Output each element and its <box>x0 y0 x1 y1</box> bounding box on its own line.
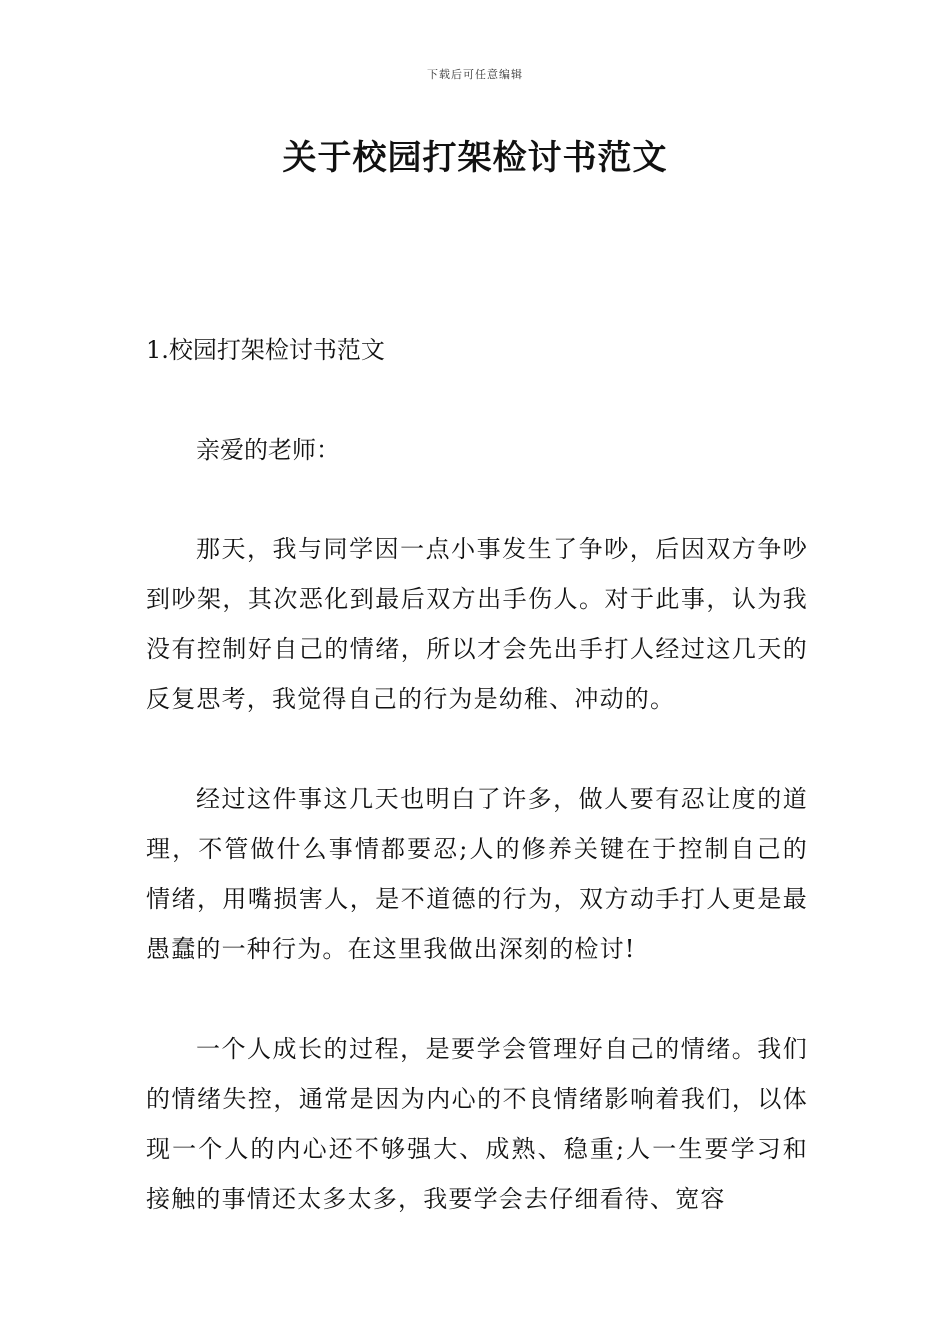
section-heading: 1.校园打架检讨书范文 <box>146 336 385 364</box>
body-paragraph-3: 一个人成长的过程，是要学会管理好自己的情绪。我们的情绪失控，通常是因为内心的不良情绪影响着我们，以体现一个人的内心还不够强大、成熟、稳重;人一生要学习和接触的事情还太多太多，我要学会去仔细看待、宽容 <box>146 1035 808 1213</box>
document-title: 关于校园打架检讨书范文 <box>282 138 668 178</box>
body-paragraph-2: 经过这件事这几天也明白了许多，做人要有忍让度的道理，不管做什么事情都要忍;人的修养关键在于控制自己的情绪，用嘴损害人，是不道德的行为，双方动手打人更是最愚蠢的一种行为。在这里我做出深刻的检讨! <box>146 785 808 963</box>
body-paragraph-1: 那天，我与同学因一点小事发生了争吵，后因双方争吵到吵架，其次恶化到最后双方出手伤人。对于此事，认为我没有控制好自己的情绪，所以才会先出手打人经过这几天的反复思考，我觉得自己的行为是幼稚、冲动的。 <box>146 535 808 713</box>
salutation: 亲爱的老师： <box>196 436 340 464</box>
header-note: 下载后可任意编辑 <box>427 68 523 81</box>
